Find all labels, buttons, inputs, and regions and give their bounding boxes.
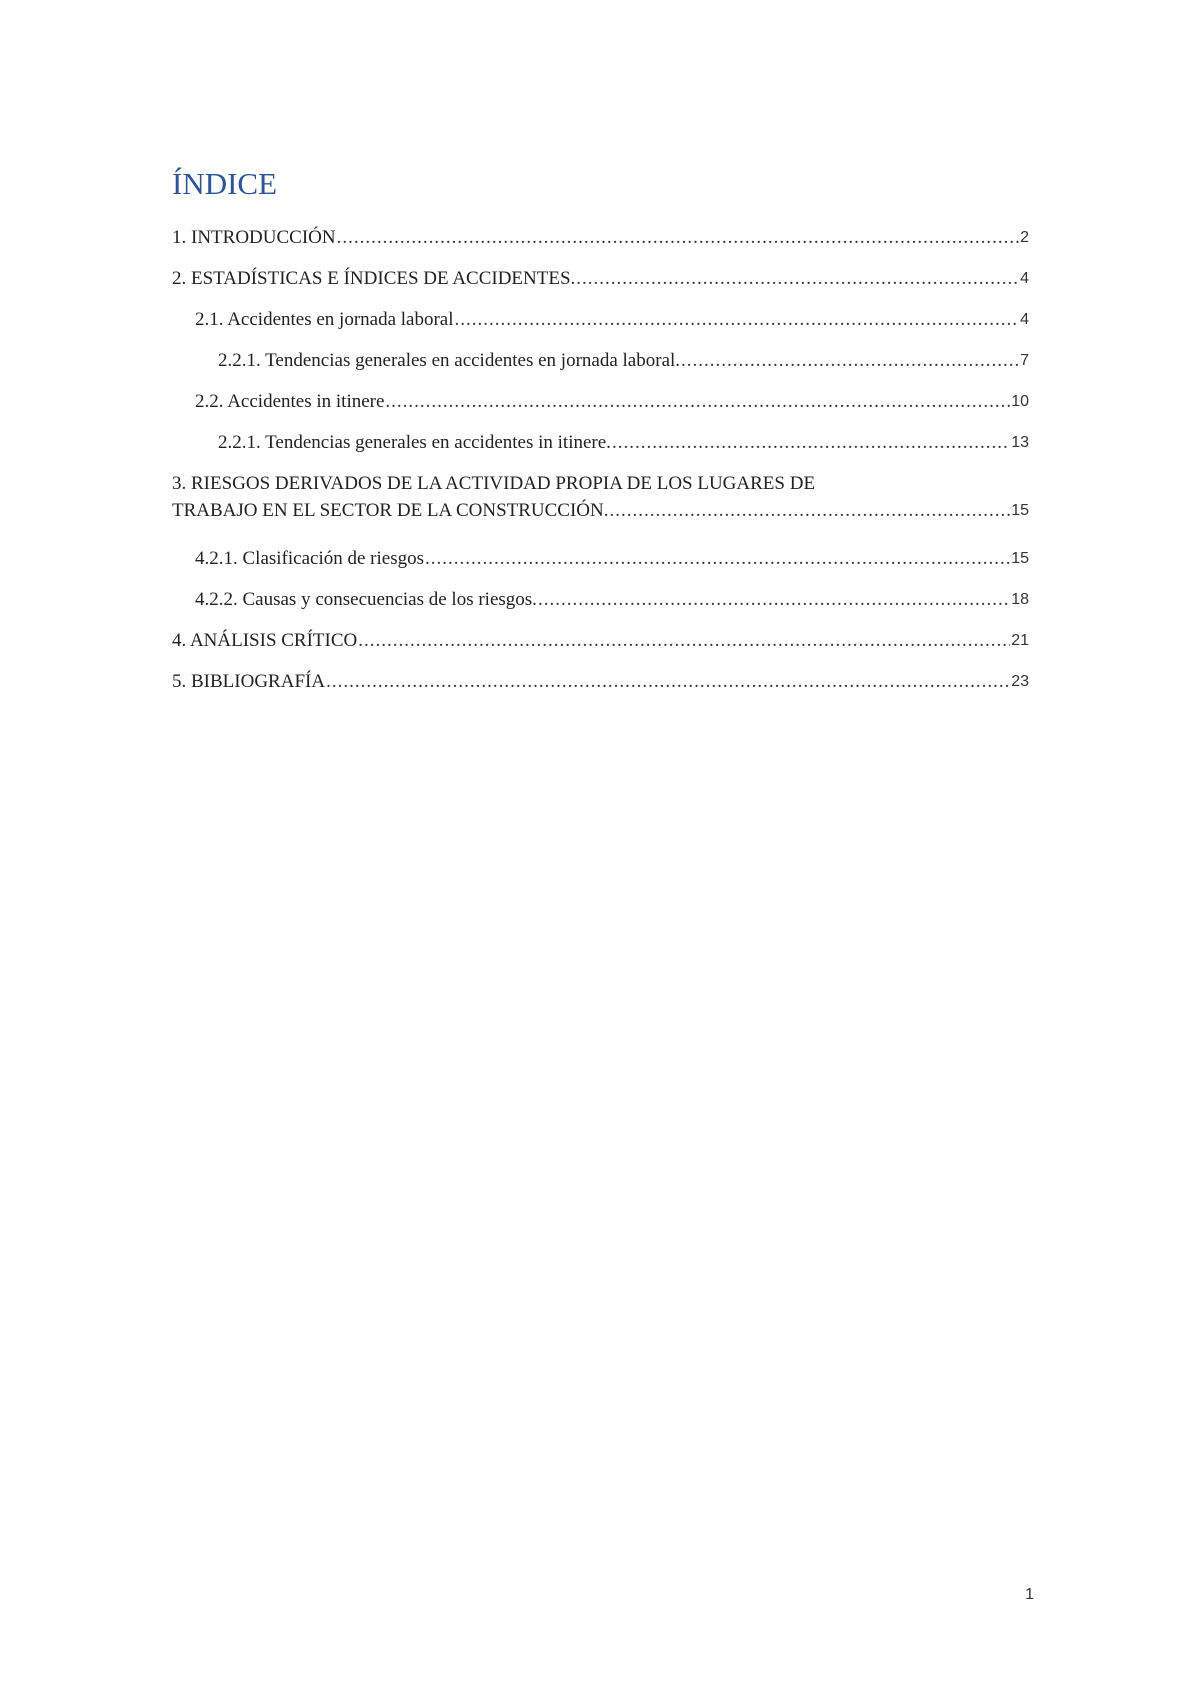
toc-entry-estadisticas[interactable] (172, 265, 1029, 292)
toc-entry-label: 2.2.1. Tendencias generales en accidentes en jornada laboral. (218, 350, 681, 371)
toc-entry-page: 15 (1011, 502, 1029, 519)
page-number: 1 (1025, 1586, 1034, 1603)
toc-entry-introduccion[interactable] (172, 224, 1029, 251)
toc-entry-page: 23 (1011, 673, 1029, 690)
toc-entry-label: 2.1. Accidentes en jornada laboral (195, 309, 454, 330)
toc-dot-leader (337, 224, 1019, 251)
toc-dot-leader (385, 388, 1010, 415)
toc-entry-label: 4. ANÁLISIS CRÍTICO (172, 630, 358, 651)
toc-dot-leader (576, 265, 1019, 292)
toc-dot-leader (425, 545, 1010, 572)
toc-entry-analisis[interactable] (172, 627, 1029, 654)
toc-entry-label-line-1: 3. RIESGOS DERIVADOS DE LA ACTIVIDAD PROPIA DE LOS LUGARES DE (172, 473, 816, 494)
toc-entry-causas[interactable] (195, 586, 1029, 613)
toc-entry-label: 1. INTRODUCCIÓN (172, 227, 336, 248)
toc-dot-leader (681, 347, 1019, 374)
toc-entry-page: 7 (1020, 352, 1029, 369)
toc-entry-page: 2 (1020, 229, 1029, 246)
toc-entry-label: 2.2. Accidentes in itinere (195, 391, 385, 412)
toc-dot-leader (358, 627, 1010, 654)
toc-entry-label: 2. ESTADÍSTICAS E ÍNDICES DE ACCIDENTES. (172, 268, 576, 289)
toc-entry-page: 4 (1020, 270, 1029, 287)
toc-entry-page: 13 (1011, 434, 1029, 451)
toc-entry-bibliografia[interactable] (172, 668, 1029, 695)
toc-entry-accidentes-jornada[interactable] (195, 306, 1029, 333)
toc-entry-label: 5. BIBLIOGRAFÍA (172, 671, 326, 692)
toc-entry-tendencias-itinere[interactable] (218, 429, 1029, 456)
toc-entry-label: 4.2.1. Clasificación de riesgos (195, 548, 425, 569)
toc-dot-leader (538, 586, 1010, 613)
toc-entry-page: 18 (1011, 591, 1029, 608)
toc-entry-page: 15 (1011, 550, 1029, 567)
toc-dot-leader (610, 497, 1011, 524)
toc-entry-accidentes-itinere[interactable] (195, 388, 1029, 415)
toc-entry-label: 2.2.1. Tendencias generales en accidentes in itinere. (218, 432, 611, 453)
toc-entry-clasificacion[interactable] (195, 545, 1029, 572)
toc-dot-leader (326, 668, 1010, 695)
toc-entry-second-line (172, 497, 1029, 524)
toc-entry-riesgos[interactable] (172, 470, 1029, 524)
toc-entry-label-line-2: TRABAJO EN EL SECTOR DE LA CONSTRUCCIÓN. (172, 500, 609, 521)
toc-heading: ÍNDICE (172, 166, 278, 201)
toc-entry-tendencias-jornada[interactable] (218, 347, 1029, 374)
toc-entry-page: 21 (1011, 632, 1029, 649)
toc-entry-page: 4 (1020, 311, 1029, 328)
toc-entry-label: 4.2.2. Causas y consecuencias de los riesgos. (195, 589, 537, 610)
toc-dot-leader (612, 429, 1010, 456)
toc-dot-leader (455, 306, 1020, 333)
toc-entry-page: 10 (1011, 393, 1029, 410)
